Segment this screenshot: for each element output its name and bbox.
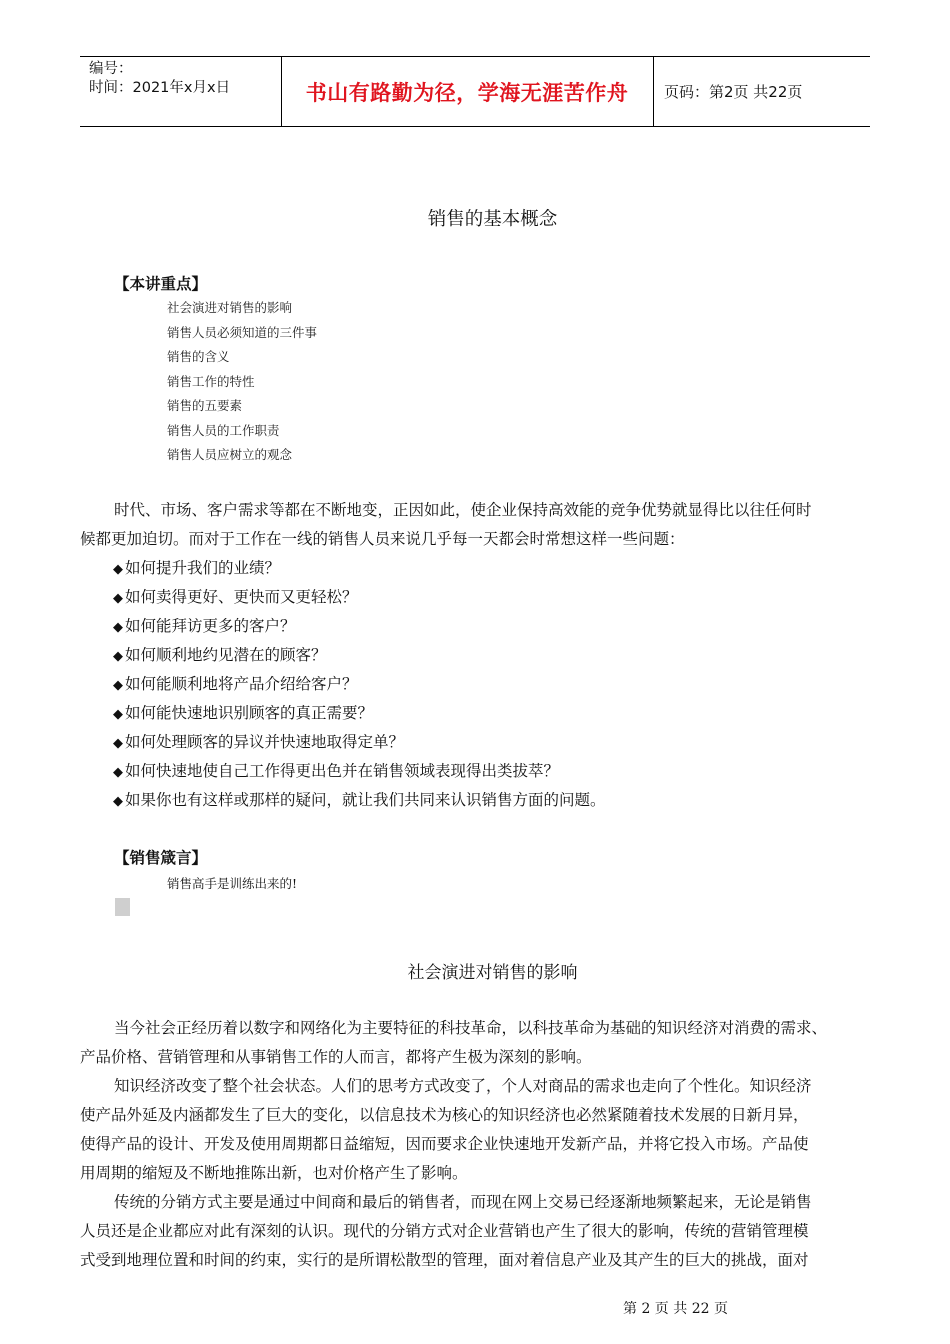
header-meta: [80, 57, 282, 126]
paragraph-line: 传统的分销方式主要是通过中间商和最后的销售者，而现在网上交易已经逐渐地频繁起来，无论是销售: [114, 1193, 812, 1211]
paragraph-line: 式受到地理位置和时间的约束，实行的是所谓松散型的管理，面对着信息产业及其产生的巨大的挑战，面对: [80, 1251, 809, 1269]
question-text: 如何能拜访更多的客户？: [125, 617, 296, 635]
diamond-bullet-icon: ◆: [113, 707, 123, 722]
paragraph-line: 用周期的缩短及不断地推陈出新，也对价格产生了影响。: [80, 1164, 468, 1182]
diamond-bullet-icon: ◆: [113, 765, 123, 780]
diamond-bullet-icon: ◆: [113, 562, 123, 577]
question-item: [113, 670, 606, 699]
question-text: 如何处理顾客的异议并快速地取得定单？: [125, 733, 405, 751]
sales-motto-heading: 【销售箴言】: [114, 849, 208, 867]
section-paragraph-2: [80, 1072, 870, 1188]
paragraph-line: 知识经济改变了整个社会状态。人们的思考方式改变了，个人对商品的需求也走向了个性化。知识经济: [114, 1077, 812, 1095]
diamond-bullet-icon: ◆: [113, 649, 123, 664]
question-text: 如何提升我们的业绩？: [125, 559, 281, 577]
header-page-cell: [654, 57, 870, 126]
header-page-info: 页码：第2页 共22页: [664, 83, 803, 101]
header-motto-cell: [281, 57, 654, 126]
section-paragraph-3: [80, 1188, 870, 1275]
question-item: [113, 757, 606, 786]
key-point-item: 销售的含义: [167, 349, 230, 364]
intro-line-2: 候都更加迫切。而对于工作在一线的销售人员来说几乎每一天都会时常想这样一些问题：: [80, 530, 685, 548]
key-point-item: 销售人员应树立的观念: [167, 447, 293, 462]
key-point-item: 销售人员必须知道的三件事: [167, 324, 318, 340]
section-title: 社会演进对销售的影响: [407, 963, 578, 983]
page-header: [80, 56, 870, 127]
document-title: 销售的基本概念: [427, 209, 558, 230]
sales-motto-text: 销售高手是训练出来的!: [167, 876, 298, 891]
question-text: 如何能顺利地将产品介绍给客户？: [125, 675, 358, 693]
diamond-bullet-icon: ◆: [113, 591, 123, 606]
question-item: [113, 554, 606, 583]
question-item: [113, 699, 606, 728]
page-footer: 第 2 页 共 22 页: [623, 1301, 728, 1317]
question-item: [113, 728, 606, 757]
question-text: 如何快速地使自己工作得更出色并在销售领域表现得出类拔萃？: [125, 762, 560, 780]
time-label: 时间：2021年x月x日: [89, 80, 231, 96]
question-item: [113, 786, 606, 815]
number-label: 编号：: [89, 61, 133, 77]
question-item: [113, 612, 606, 641]
diamond-bullet-icon: ◆: [113, 678, 123, 693]
question-item: [113, 641, 606, 670]
paragraph-line: 人员还是企业都应对此有深刻的认识。现代的分销方式对企业营销也产生了很大的影响，传统的营销管理模: [80, 1222, 809, 1240]
paragraph-line: 使得产品的设计、开发及使用周期都日益缩短，因而要求企业快速地开发新产品，并将它投入市场。产品使: [80, 1135, 809, 1153]
question-item: [113, 583, 606, 612]
key-point-item: 社会演进对销售的影响: [167, 300, 293, 315]
question-list: [113, 554, 606, 815]
intro-paragraph: [80, 496, 870, 554]
section-paragraph-1: [80, 1014, 870, 1072]
diamond-bullet-icon: ◆: [113, 736, 123, 751]
diamond-bullet-icon: ◆: [113, 620, 123, 635]
key-point-item: 销售工作的特性: [167, 373, 255, 389]
gray-marker: [115, 898, 130, 916]
paragraph-line: 产品价格、营销管理和从事销售工作的人而言，都将产生极为深刻的影响。: [80, 1048, 592, 1066]
question-text: 如果你也有这样或那样的疑问，就让我们共同来认识销售方面的问题。: [125, 791, 606, 809]
key-points-heading: 【本讲重点】: [114, 275, 208, 293]
question-text: 如何顺利地约见潜在的顾客？: [125, 646, 327, 664]
key-points-list: [167, 298, 317, 470]
intro-line-1: 时代、市场、客户需求等都在不断地变，正因如此，使企业保持高效能的竞争优势就显得比以往任何时: [114, 501, 812, 519]
header-motto: 书山有路勤为径，学海无涯苦作舟: [305, 80, 629, 105]
key-point-item: 销售的五要素: [167, 398, 243, 413]
key-point-item: 销售人员的工作职责: [167, 422, 280, 438]
paragraph-line: 当今社会正经历着以数字和网络化为主要特征的科技革命，以科技革命为基础的知识经济对消费的需求、: [114, 1019, 828, 1037]
diamond-bullet-icon: ◆: [113, 794, 123, 809]
question-text: 如何卖得更好、更快而又更轻松？: [125, 588, 358, 606]
paragraph-line: 使产品外延及内涵都发生了巨大的变化，以信息技术为核心的知识经济也必然紧随着技术发展的日新月异，: [80, 1106, 809, 1124]
question-text: 如何能快速地识别顾客的真正需要？: [125, 704, 374, 722]
